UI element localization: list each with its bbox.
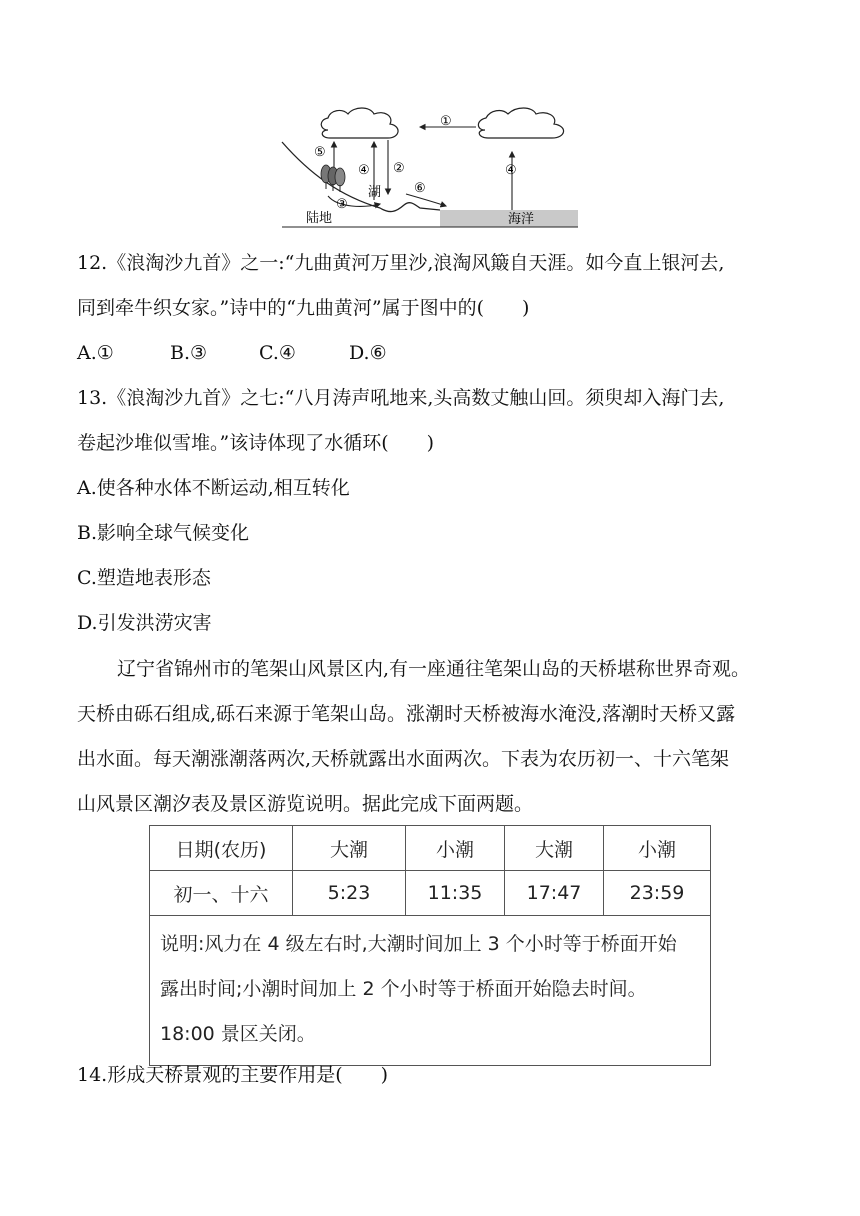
q12-option-c: C.④ [259, 342, 296, 364]
q13-stem-line1: 13.《浪淘沙九首》之七:“八月涛声吼地来,头高数丈触山回。须臾却入海门去, [77, 387, 725, 409]
ocean-cloud [478, 108, 563, 138]
trees [321, 165, 345, 192]
q12-option-a: A.① [77, 342, 114, 364]
passage-line2: 天桥由砾石组成,砾石来源于笔架山岛。涨潮时天桥被海水淹没,落潮时天桥又露 [77, 703, 736, 725]
arrow-6 [406, 194, 446, 206]
note-line2: 露出时间;小潮时间加上 2 个小时等于桥面开始隐去时间。 [160, 978, 647, 1000]
table-header-cell: 日期(农历) [150, 826, 293, 871]
table-cell: 23:59 [604, 871, 711, 916]
q12-option-b: B.③ [170, 342, 208, 364]
label-1: ① [440, 114, 452, 129]
passage-line4: 山风景区潮汐表及景区游览说明。据此完成下面两题。 [77, 793, 534, 815]
table-note [150, 916, 711, 1066]
label-6: ⑥ [414, 181, 426, 196]
table-header-cell: 大潮 [293, 826, 406, 871]
q12-stem-line2: 同到牵牛织女家。”诗中的“九曲黄河”属于图中的( ) [77, 297, 530, 319]
table-header-cell: 大潮 [505, 826, 604, 871]
q13-stem-line2: 卷起沙堆似雪堆。”该诗体现了水循环( ) [77, 432, 435, 454]
label-4-land: ④ [358, 163, 370, 178]
label-3: ③ [336, 197, 348, 212]
table-cell: 11:35 [406, 871, 505, 916]
label-2: ② [393, 161, 405, 176]
note-line1: 说明:风力在 4 级左右时,大潮时间加上 3 个小时等于桥面开始 [160, 933, 677, 955]
passage-line1: 辽宁省锦州市的笔架山风景区内,有一座通往笔架山岛的天桥堪称世界奇观。 [117, 658, 751, 680]
label-lake: 湖 [368, 185, 382, 200]
passage-line3: 出水面。每天潮涨潮落两次,天桥就露出水面两次。下表为农历初一、十六笔架 [77, 748, 730, 770]
water-cycle-diagram [280, 104, 580, 232]
table-row [150, 871, 711, 916]
label-ocean: 海洋 [508, 212, 535, 227]
table-note-row [150, 916, 711, 1066]
table-cell: 5:23 [293, 871, 406, 916]
q12-stem-line1: 12.《浪淘沙九首》之一:“九曲黄河万里沙,浪淘风簸自天涯。如今直上银河去, [77, 252, 725, 274]
table-header-cell: 小潮 [604, 826, 711, 871]
table-header-cell: 小潮 [406, 826, 505, 871]
q13-option-b: B.影响全球气候变化 [77, 522, 250, 544]
table-cell: 初一、十六 [150, 871, 293, 916]
label-5: ⑤ [314, 145, 326, 160]
q14-stem-line1: 14.形成天桥景观的主要作用是( ) [77, 1064, 389, 1086]
q12-option-d: D.⑥ [349, 342, 387, 364]
label-4-ocean: ④ [505, 163, 517, 178]
table-cell: 17:47 [505, 871, 604, 916]
table-header-row [150, 826, 711, 871]
land-cloud [321, 108, 398, 138]
tide-table [149, 825, 711, 1066]
q13-option-d: D.引发洪涝灾害 [77, 612, 212, 634]
q13-option-c: C.塑造地表形态 [77, 567, 211, 589]
q13-option-a: A.使各种水体不断运动,相互转化 [77, 477, 350, 499]
label-land: 陆地 [306, 211, 333, 226]
note-line3: 18:00 景区关闭。 [160, 1023, 316, 1045]
